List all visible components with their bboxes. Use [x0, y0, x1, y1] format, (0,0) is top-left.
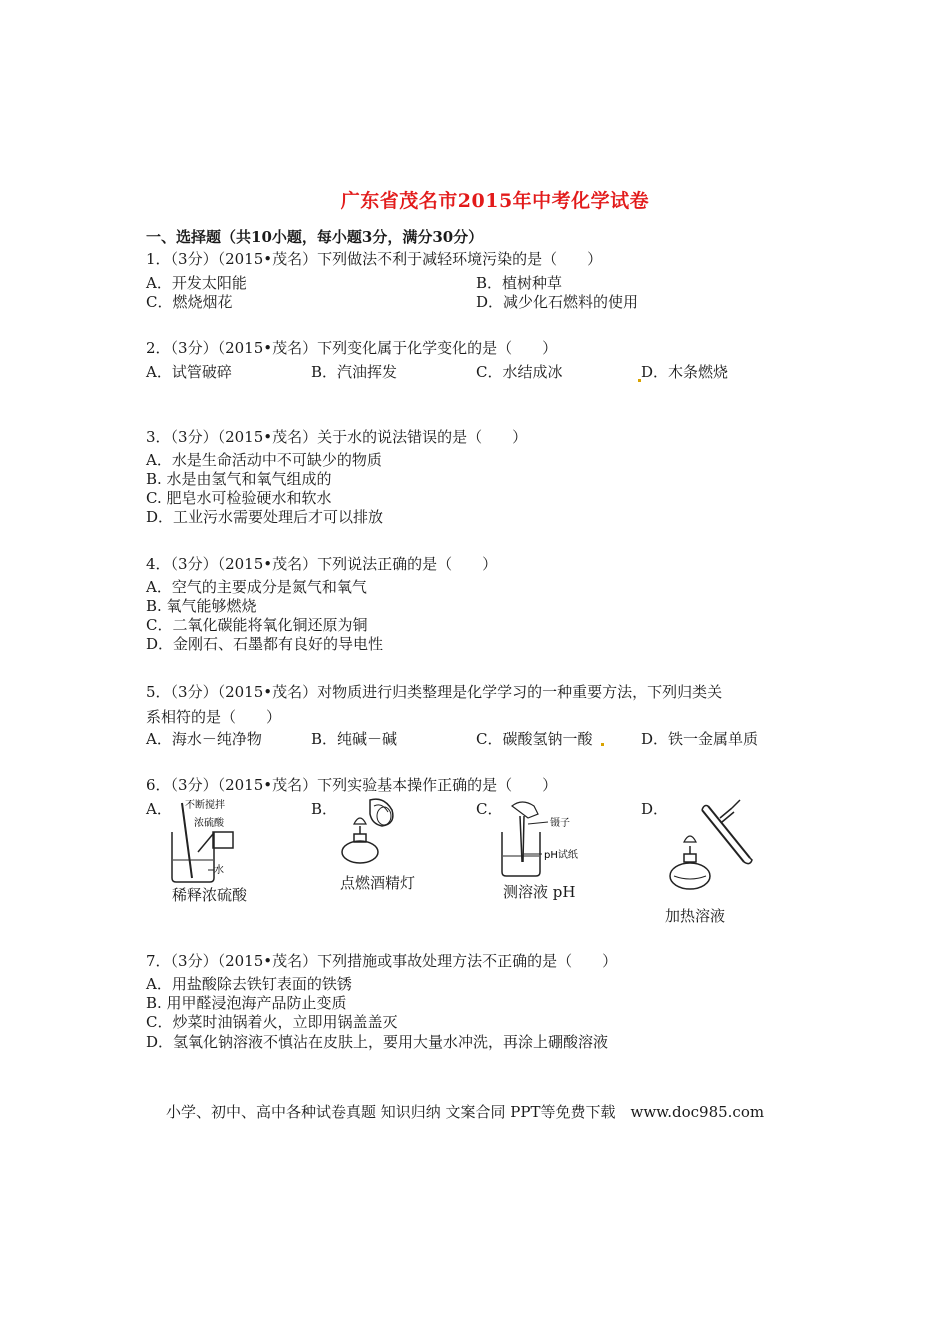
question-2-option-c: C．水结成冰 — [476, 363, 563, 381]
question-4-stem: 4．（3分）（2015•茂名）下列说法正确的是（ ） — [146, 555, 498, 573]
question-7-option-b: B. 用甲醛浸泡海产品防止变质 — [146, 994, 347, 1012]
question-7-option-a: A．用盐酸除去铁钉表面的铁锈 — [146, 975, 352, 993]
figure-d-caption: 加热溶液 — [665, 907, 726, 925]
question-6-option-c: C． — [476, 800, 503, 818]
question-3-option-b: B. 水是由氢气和氧气组成的 — [146, 470, 332, 488]
question-5-stem: 5．（3分）（2015•茂名）对物质进行归类整理是化学学习的一种重要方法，下列归类关 — [146, 683, 723, 701]
question-5-stem-continued: 系相符的是（ ） — [146, 708, 282, 726]
figure-a-acid-label: 浓硫酸 — [194, 818, 224, 829]
question-2-option-b: B．汽油挥发 — [311, 363, 398, 381]
figure-alcohol-lamp-b — [336, 796, 416, 866]
question-1-option-b: B．植树种草 — [476, 274, 563, 292]
figure-c-paper-label: pH试纸 — [544, 850, 578, 861]
question-7-option-c: C．炒菜时油锅着火，立即用锅盖盖灭 — [146, 1013, 398, 1031]
question-4-option-b: B. 氧气能够燃烧 — [146, 597, 257, 615]
question-5-option-a: A．海水－纯净物 — [146, 730, 262, 748]
figure-c-caption: 测溶液 pH — [503, 883, 576, 901]
question-6-option-d: D． — [641, 800, 669, 818]
footer-download-note: 小学、初中、高中各种试卷真题 知识归纳 文案合同 PPT等免费下载 www.doc985.com — [166, 1103, 765, 1121]
question-6-option-b: B． — [311, 800, 338, 818]
question-1-option-d: D．减少化石燃料的使用 — [476, 293, 639, 311]
question-7-stem: 7．（3分）（2015•茂名）下列措施或事故处理方法不正确的是（ ） — [146, 952, 618, 970]
page-title: 广东省茂名市2015年中考化学试卷 — [340, 190, 650, 212]
question-2-option-a: A．试管破碎 — [146, 363, 232, 381]
section-heading: 一、选择题（共10小题，每小题3分，满分30分） — [146, 228, 484, 246]
question-7-option-d: D．氢氧化钠溶液不慎沾在皮肤上，要用大量水冲洗，再涂上硼酸溶液 — [146, 1033, 609, 1051]
scan-mark — [601, 743, 604, 746]
figure-a-water-label: 水 — [214, 865, 224, 876]
question-4-option-d: D．金刚石、石墨都有良好的导电性 — [146, 635, 384, 653]
scan-mark — [638, 379, 641, 382]
figure-b-caption: 点燃酒精灯 — [340, 874, 416, 892]
figure-a-stir-label: 不断搅拌 — [185, 800, 225, 811]
figure-dilute-acid — [168, 798, 258, 884]
question-3-option-d: D．工业污水需要处理后才可以排放 — [146, 508, 384, 526]
question-3-option-a: A．水是生命活动中不可缺少的物质 — [146, 451, 382, 469]
question-1-option-a: A．开发太阳能 — [146, 274, 247, 292]
question-3-stem: 3．（3分）（2015•茂名）关于水的说法错误的是（ ） — [146, 428, 528, 446]
question-2-stem: 2．（3分）（2015•茂名）下列变化属于化学变化的是（ ） — [146, 339, 558, 357]
question-6-stem: 6．（3分）（2015•茂名）下列实验基本操作正确的是（ ） — [146, 776, 558, 794]
question-2-option-d: D．木条燃烧 — [641, 363, 729, 381]
question-4-option-c: C．二氧化碳能将氧化铜还原为铜 — [146, 616, 368, 634]
question-5-option-d: D．铁一金属单质 — [641, 730, 759, 748]
question-1-stem: 1．（3分）（2015•茂名）下列做法不利于减轻环境污染的是（ ） — [146, 250, 603, 268]
figure-ph-test — [498, 796, 608, 878]
question-6-option-a: A． — [146, 800, 172, 818]
question-1-option-c: C．燃烧烟花 — [146, 293, 233, 311]
question-4-option-a: A．空气的主要成分是氮气和氧气 — [146, 578, 367, 596]
question-5-option-c: C．碳酸氢钠一酸 — [476, 730, 593, 748]
figure-a-caption: 稀释浓硫酸 — [172, 886, 248, 904]
figure-c-tweezers-label: 镊子 — [550, 818, 570, 829]
figure-heating — [660, 796, 760, 904]
question-5-option-b: B．纯碱－碱 — [311, 730, 398, 748]
question-3-option-c: C. 肥皂水可检验硬水和软水 — [146, 489, 332, 507]
